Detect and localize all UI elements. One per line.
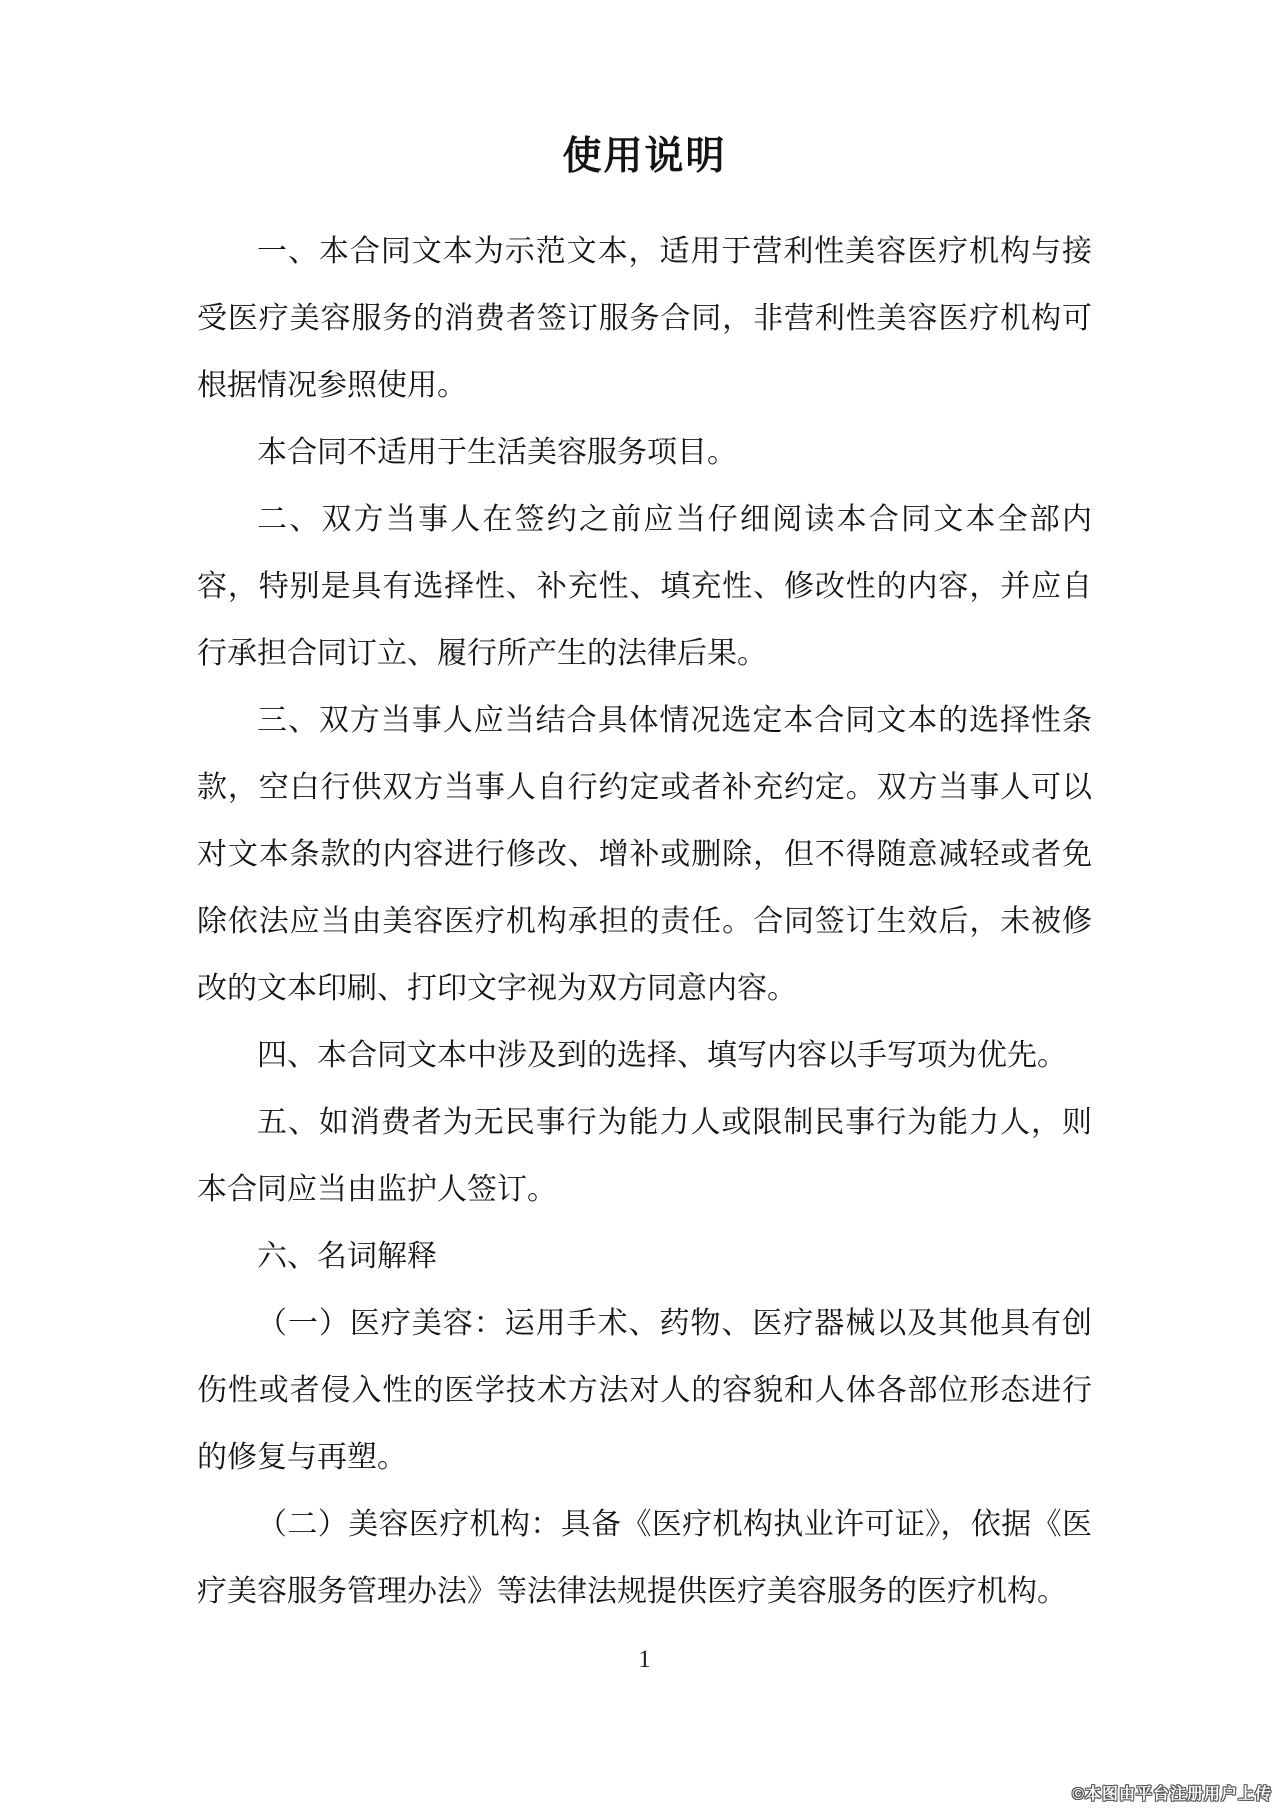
document-page bbox=[197, 128, 1092, 1625]
page-title: 使用说明 bbox=[562, 135, 727, 178]
paragraph: 六、名词解释 bbox=[257, 1240, 437, 1273]
paragraph: 二、双方当事人在签约之前应当仔细阅读本合同文本全部内容，特别是具有选择性、补充性、填充性、修改性的内容，并应自行承担合同订立、履行所产生的法律后果。 bbox=[197, 503, 1092, 670]
document-body bbox=[197, 218, 1092, 1625]
paragraph: 五、如消费者为无民事行为能力人或限制民事行为能力人，则本合同应当由监护人签订。 bbox=[197, 1106, 1092, 1206]
paragraph: 一、本合同文本为示范文本，适用于营利性美容医疗机构与接受医疗美容服务的消费者签订服务合同，非营利性美容医疗机构可根据情况参照使用。 bbox=[197, 235, 1092, 402]
paragraph: （二）美容医疗机构：具备《医疗机构执业许可证》，依据《医疗美容服务管理办法》等法律法规提供医疗美容服务的医疗机构。 bbox=[197, 1508, 1092, 1608]
watermark: ©本图由平台注册用户上传 bbox=[1072, 1786, 1272, 1803]
paragraph: 本合同不适用于生活美容服务项目。 bbox=[257, 436, 737, 469]
paragraph: （一）医疗美容：运用手术、药物、医疗器械以及其他具有创伤性或者侵入性的医学技术方法对人的容貌和人体各部位形态进行的修复与再塑。 bbox=[197, 1307, 1092, 1474]
page-number: 1 bbox=[638, 1646, 651, 1673]
paragraph: 四、本合同文本中涉及到的选择、填写内容以手写项为优先。 bbox=[257, 1039, 1067, 1072]
paragraph: 三、双方当事人应当结合具体情况选定本合同文本的选择性条款，空白行供双方当事人自行约定或者补充约定。双方当事人可以对文本条款的内容进行修改、增补或删除，但不得随意减轻或者免除依法应当由美容医疗机构承担的责任。合同签订生效后，未被修改的文本印刷、打印文字视为双方同意内容。 bbox=[197, 704, 1092, 1005]
